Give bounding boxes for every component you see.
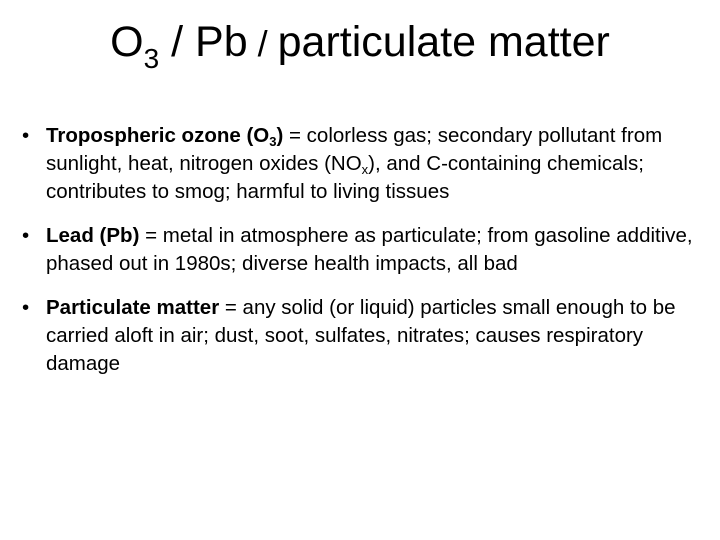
title-particulate: particulate matter xyxy=(277,18,610,66)
bullet-particulate xyxy=(22,294,702,378)
bullet-marker: • xyxy=(22,124,30,147)
title-ozone: O xyxy=(110,18,144,66)
bullet-list xyxy=(22,122,702,394)
definition-lead: = metal in atmosphere as particulate; from gasoline additive, phased out in 1980s; diverse health impacts, all bad xyxy=(46,224,693,275)
bullet-ozone xyxy=(22,122,702,206)
title-ozone-subscript: 3 xyxy=(143,43,160,74)
title-separator: / xyxy=(247,23,278,64)
nox-subscript: x xyxy=(361,162,369,177)
title-separator: / xyxy=(159,18,196,66)
term-particulate: Particulate matter xyxy=(46,296,220,319)
term-ozone: Tropospheric ozone $(O_3)$ xyxy=(46,124,284,149)
slide-title xyxy=(0,14,720,75)
definition-particulate: = any solid (or liquid) particles small enough to be carried aloft in air; dust, soot, sulfates, nitrates; causes respiratory damage xyxy=(46,296,676,375)
bullet-marker: • xyxy=(22,224,30,247)
bullet-lead xyxy=(22,222,702,278)
term-lead: Lead (Pb) xyxy=(46,224,140,247)
bullet-marker: • xyxy=(22,296,30,319)
title-lead: Pb xyxy=(195,18,248,66)
ozone-subscript: 3 xyxy=(269,134,277,149)
definition-ozone-cont: ), and C-containing chemicals; contributes to smog; harmful to living tissues xyxy=(46,152,644,203)
definition-ozone: = colorless gas; secondary pollutant from sunlight, heat, nitrogen oxides (NO xyxy=(46,124,663,175)
